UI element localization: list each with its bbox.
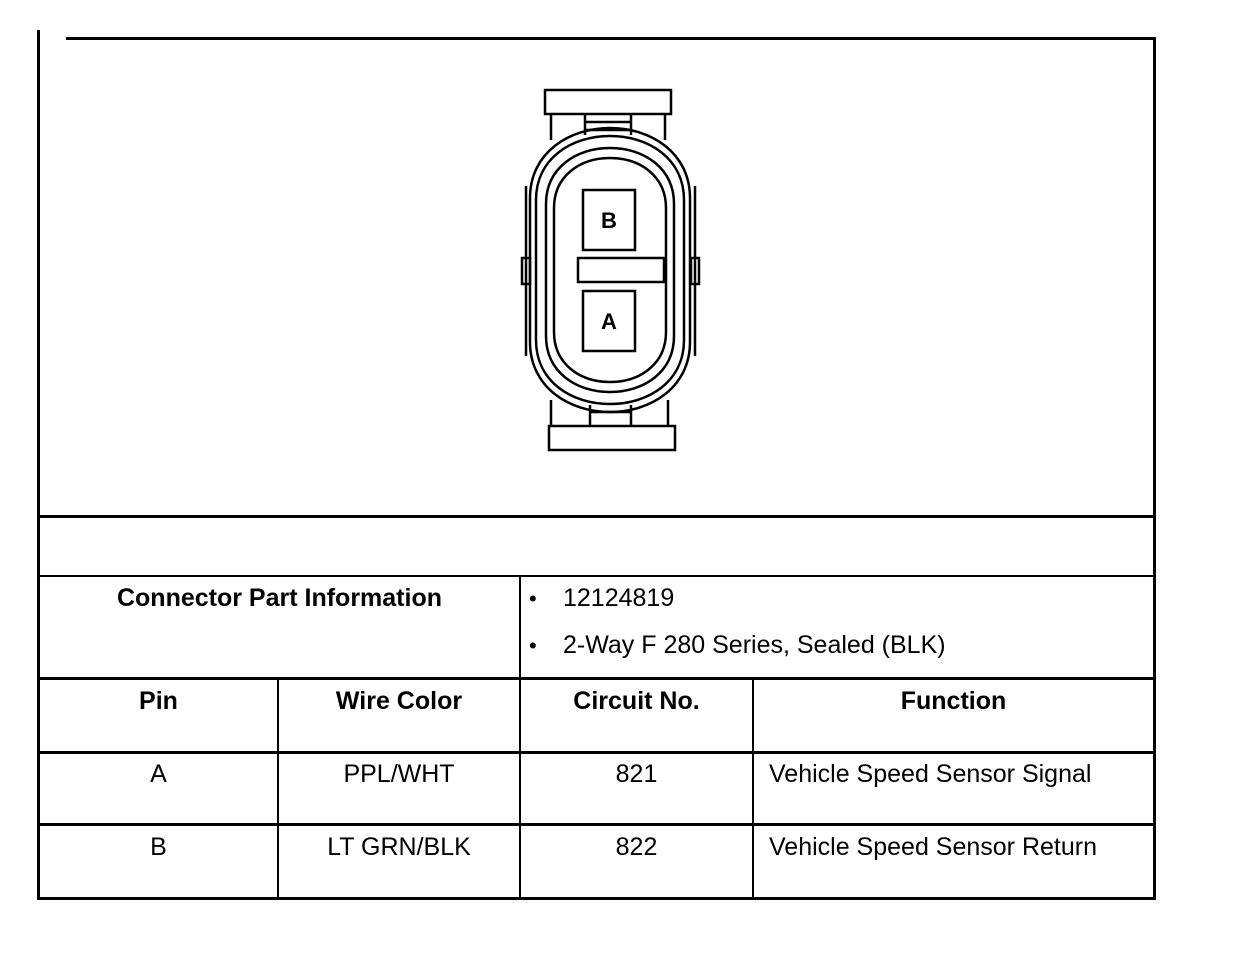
header-wire-color: Wire Color (335, 687, 463, 715)
table-rule-1 (40, 515, 1153, 518)
table-rule-3 (40, 677, 1153, 680)
row-b-circuit-no: 822 (615, 833, 658, 861)
header-function: Function (900, 687, 1007, 715)
part-info-item-1: 12124819 (563, 584, 675, 612)
row-a-function: Vehicle Speed Sensor Signal (769, 760, 1092, 788)
pin-a-label: A (601, 309, 617, 334)
table-rule-4 (40, 751, 1153, 754)
table-rule-5 (40, 823, 1153, 826)
header-pin: Pin (139, 687, 178, 715)
row-a-wire-color: PPL/WHT (343, 760, 455, 788)
connector-top-cap (545, 90, 671, 114)
part-info-bullet-1: • (529, 586, 537, 611)
row-a-pin: A (150, 760, 167, 788)
row-b-function: Vehicle Speed Sensor Return (769, 833, 1097, 861)
row-b-pin: B (150, 833, 167, 861)
connector-bottom-cap (549, 426, 675, 450)
row-a-circuit-no: 821 (615, 760, 658, 788)
part-info-label: Connector Part Information (116, 584, 442, 612)
part-info-bullet-2: • (529, 633, 537, 658)
table-rule-2 (40, 575, 1153, 577)
connector-center-key (578, 258, 664, 282)
header-circuit-no: Circuit No. (573, 687, 700, 715)
part-info-item-2: 2-Way F 280 Series, Sealed (BLK) (563, 631, 946, 659)
row-b-wire-color: LT GRN/BLK (327, 833, 471, 861)
pin-b-label: B (601, 208, 617, 233)
connector-face-diagram (500, 80, 720, 460)
